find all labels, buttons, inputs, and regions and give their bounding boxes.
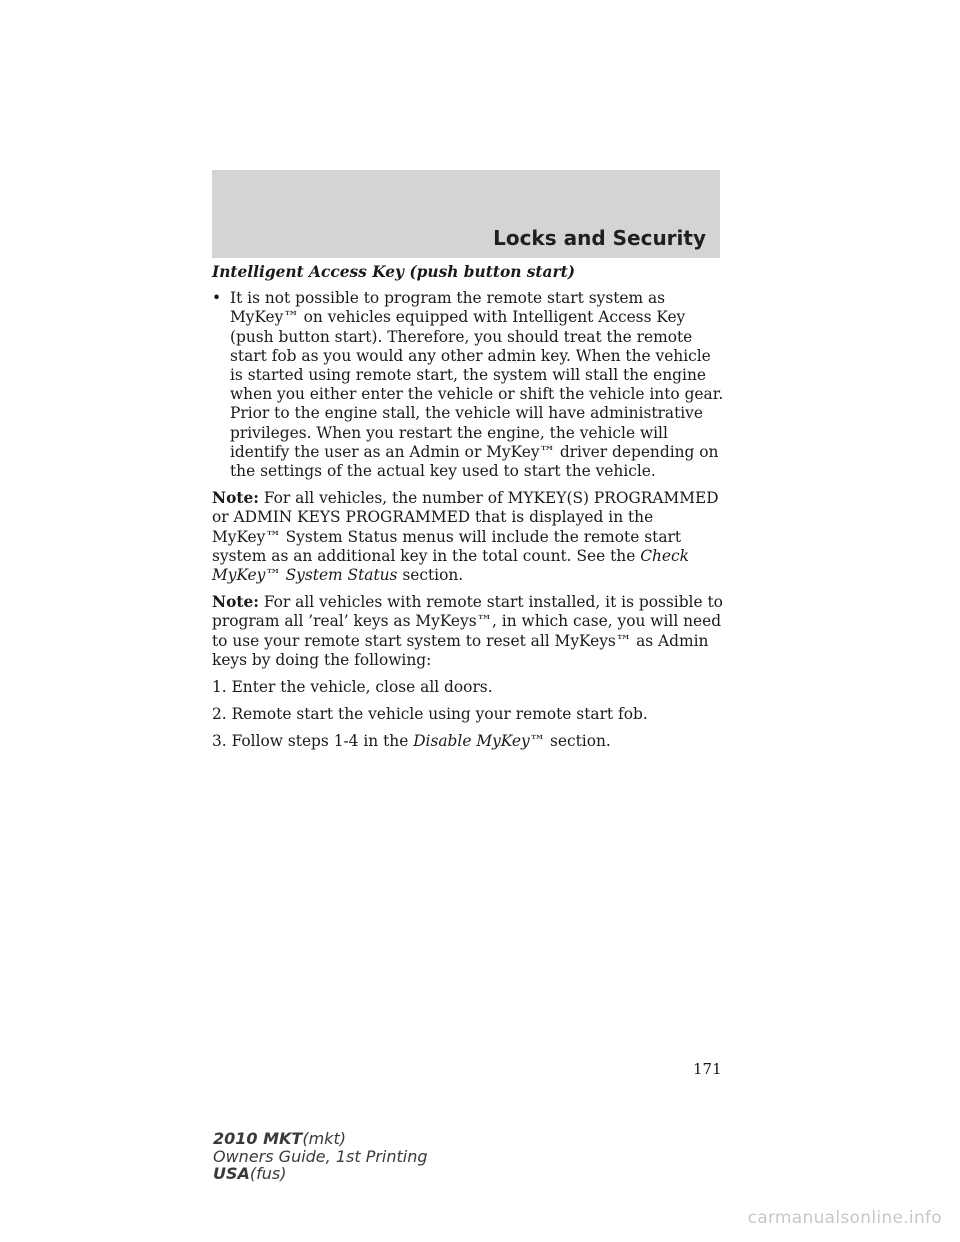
step-1: 1. Enter the vehicle, close all doors. — [212, 678, 493, 697]
footer-line-2: Owners Guide, 1st Printing — [213, 1146, 428, 1166]
note-text-end: section. — [402, 566, 464, 585]
section-title: Locks and Security — [493, 226, 706, 250]
footer-line-1 — [213, 1130, 428, 1148]
bullet-item — [212, 289, 724, 481]
footer-market-code: (fus) — [249, 1164, 287, 1183]
step-3 — [212, 732, 724, 751]
section-header-band — [212, 170, 720, 258]
page-content — [212, 263, 724, 760]
cross-reference: Check MyKey™ System Status — [212, 546, 689, 585]
footer-model: 2010 MKT — [213, 1129, 303, 1148]
bullet-icon: • — [212, 289, 222, 308]
cross-reference: Disable MyKey — [413, 732, 530, 751]
step-2: 2. Remote start the vehicle using your remote start fob. — [212, 705, 648, 724]
footer-market: USA — [213, 1164, 250, 1183]
note-label: Note: — [212, 593, 259, 612]
note-paragraph-2 — [212, 593, 724, 670]
note-text: For all vehicles with remote start installed, it is possible to program all ’real’ keys as MyKeys™, in which case, you will need to use your remote start system to reset all MyKeys™ as Admin keys by doing the following: — [212, 593, 723, 669]
bullet-text: It is not possible to program the remote start system as MyKey™ on vehicles equipped with Intelligent Access Key (push button start). Therefore, you should treat the remote start fob as you would any other admin key. When the vehicle is started using remote start, the system will stall the engine when you either enter the vehicle or shift the vehicle into gear. Prior to the engine stall, the vehicle will have administrative privileges. When you restart the engine, the vehicle will identify the user as an Admin or MyKey™ driver depending on the settings of the actual key used to start the vehicle. — [230, 289, 724, 481]
step-text-end: ™ section. — [529, 732, 611, 751]
step-text: 3. Follow steps 1-4 in the — [212, 732, 409, 751]
watermark: carmanualsonline.info — [747, 1208, 942, 1228]
note-paragraph-1 — [212, 489, 724, 585]
note-label: Note: — [212, 489, 259, 508]
footer-model-code: (mkt) — [302, 1129, 346, 1148]
footer-imprint — [213, 1130, 428, 1183]
footer-line-3 — [213, 1165, 428, 1183]
subheading: Intelligent Access Key (push button start) — [212, 263, 576, 281]
note-text: For all vehicles, the number of MYKEY(S) PROGRAMMED or ADMIN KEYS PROGRAMMED that is displayed in the MyKey™ System Status menus will include the remote start system as an additional key in the total count. See the — [212, 489, 719, 565]
page-number: 171 — [693, 1060, 722, 1078]
